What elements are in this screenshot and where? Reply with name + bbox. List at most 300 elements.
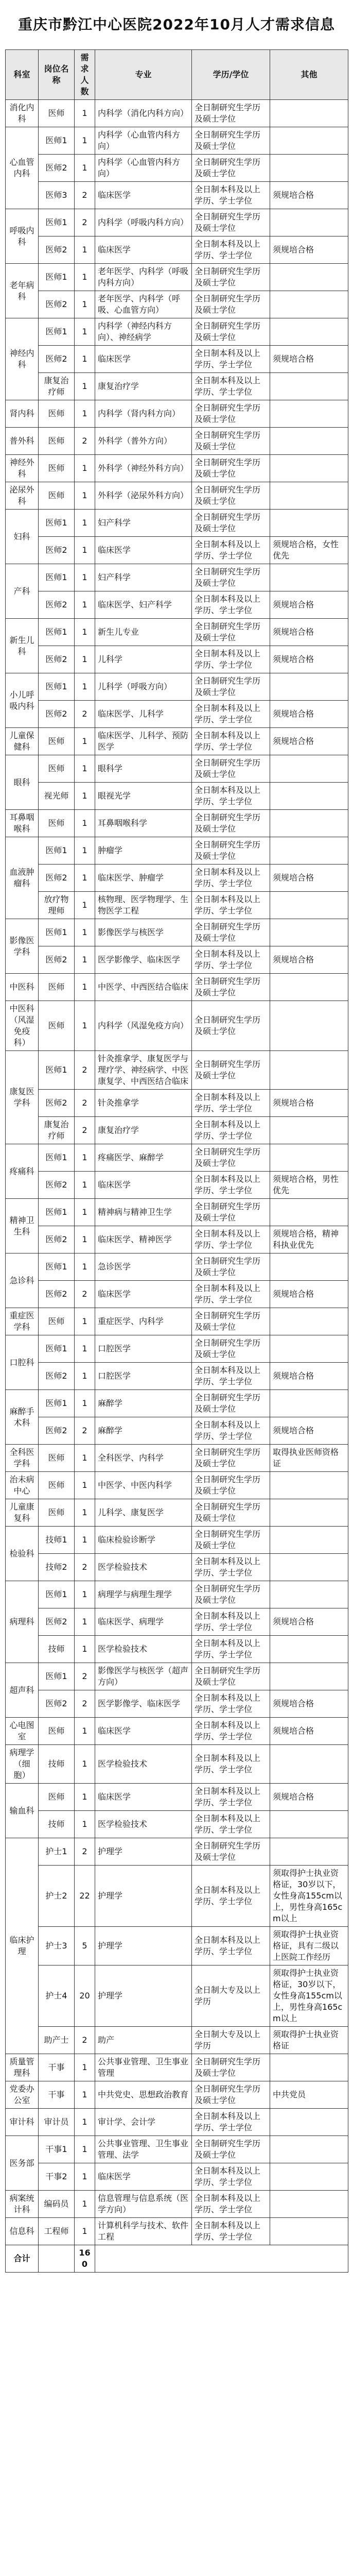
cell-other [270, 2136, 348, 2163]
cell-count: 1 [75, 1226, 95, 1253]
cell-major: 内科学（心血管内科方向） [95, 127, 192, 155]
cell-other: 须规培合格 [270, 946, 348, 974]
cell-position: 医师 [39, 1499, 75, 1527]
cell-major: 临床医学、病理学 [95, 1608, 192, 1636]
cell-department: 疼痛科 [6, 1144, 39, 1199]
cell-major: 外科学（泌尿外科方向） [95, 482, 192, 510]
cell-count: 2 [75, 1281, 95, 1308]
cell-education: 全日制本科及以上学历、学士学位 [192, 892, 270, 919]
cell-department: 信息科 [6, 2218, 39, 2245]
table-row [6, 1663, 348, 1690]
cell-department: 审计科 [6, 2109, 39, 2136]
cell-education: 全日制研究生学历及硕士学位 [192, 2054, 270, 2081]
cell-other [270, 291, 348, 318]
cell-count: 1 [75, 1335, 95, 1363]
cell-count: 2 [75, 209, 95, 236]
table-row [6, 1745, 348, 1784]
cell-major: 疼痛医学、麻醉学 [95, 1144, 192, 1172]
cell-education: 全日制研究生学历及硕士学位 [192, 755, 270, 783]
table-row [6, 810, 348, 837]
cell-department: 呼吸内科 [6, 209, 39, 264]
cell-position: 医师1 [39, 318, 75, 346]
table-row [6, 865, 348, 892]
table-row [6, 1001, 348, 1051]
cell-education: 全日制本科及以上学历、学士学位 [192, 1417, 270, 1445]
cell-position: 医师2 [39, 1690, 75, 1718]
cell-position: 护士2 [39, 1866, 75, 1927]
cell-count: 1 [75, 1608, 95, 1636]
table-row [6, 2191, 348, 2218]
table-row [6, 1472, 348, 1499]
cell-other [270, 373, 348, 400]
cell-other: 须规培合格，男性优先 [270, 1172, 348, 1199]
table-row [6, 1965, 348, 2027]
cell-position: 护士1 [39, 1838, 75, 1866]
cell-other [270, 2163, 348, 2191]
cell-position: 医师1 [39, 919, 75, 946]
cell-education: 全日制本科及以上学历、学士学位 [192, 346, 270, 373]
table-row [6, 1172, 348, 1199]
cell-position: 干事 [39, 2054, 75, 2081]
cell-other [270, 2109, 348, 2136]
cell-education: 全日制本科及以上学历、学士学位 [192, 2163, 270, 2191]
cell-department: 儿童保健科 [6, 728, 39, 755]
cell-other: 须规培合格 [270, 1784, 348, 1811]
cell-education: 全日制研究生学历及硕士学位 [192, 1144, 270, 1172]
table-row [6, 1866, 348, 1927]
cell-education: 全日制研究生学历及硕士学位 [192, 1051, 270, 1090]
cell-education: 全日制本科及以上学历、学士学位 [192, 1718, 270, 1745]
cell-position: 医师2 [39, 591, 75, 619]
cell-education: 全日制本科及以上学历、学士学位 [192, 1745, 270, 1784]
page-title: 重庆市黔江中心医院2022年10月人才需求信息 [18, 16, 335, 33]
table-row [6, 1445, 348, 1472]
cell-other: 须取得护士执业资格证 [270, 2027, 348, 2054]
cell-count: 2 [75, 1417, 95, 1445]
cell-position: 医师1 [39, 1663, 75, 1690]
cell-major: 临床医学 [95, 182, 192, 209]
cell-major: 临床医学 [95, 1718, 192, 1745]
table-row [6, 2027, 348, 2054]
cell-education: 全日制研究生学历及硕士学位 [192, 919, 270, 946]
cell-position: 放疗物理师 [39, 892, 75, 919]
table-row [6, 1811, 348, 1838]
cell-position: 医师2 [39, 646, 75, 673]
cell-major: 临床医学 [95, 537, 192, 564]
cell-major: 急诊医学 [95, 1253, 192, 1281]
cell-other: 须规培合格 [270, 646, 348, 673]
table-row [6, 2163, 348, 2191]
cell-count: 1 [75, 2054, 95, 2081]
cell-major: 儿科学、康复医学 [95, 1499, 192, 1527]
cell-position: 医师1 [39, 564, 75, 591]
table-row [6, 1927, 348, 1965]
cell-position: 医师 [39, 1308, 75, 1335]
total-row [6, 2245, 348, 2273]
table-body [6, 100, 348, 2245]
cell-major: 医学影像学、临床医学 [95, 1690, 192, 1718]
cell-position: 技师2 [39, 1554, 75, 1581]
cell-education: 全日制研究生学历及硕士学位 [192, 400, 270, 428]
cell-count: 1 [75, 946, 95, 974]
cell-other [270, 1051, 348, 1090]
cell-education: 全日制研究生学历及硕士学位 [192, 1001, 270, 1051]
cell-count: 1 [75, 783, 95, 810]
table-row [6, 1363, 348, 1390]
cell-department: 儿童康复科 [6, 1499, 39, 1527]
cell-position: 医师2 [39, 537, 75, 564]
cell-major: 内科学（呼吸内科方向） [95, 209, 192, 236]
cell-other: 须规培合格 [270, 865, 348, 892]
cell-education: 全日制研究生学历及硕士学位 [192, 510, 270, 537]
cell-education: 全日制本科及以上学历、学士学位 [192, 182, 270, 209]
cell-major: 外科学（神经外科方向） [95, 455, 192, 482]
cell-other [270, 1745, 348, 1784]
cell-count: 1 [75, 1308, 95, 1335]
cell-position: 编码员 [39, 2191, 75, 2218]
cell-count: 1 [75, 1718, 95, 1745]
cell-major: 内科学（消化内科方向） [95, 100, 192, 127]
cell-other [270, 155, 348, 182]
cell-major: 妇产科学 [95, 510, 192, 537]
cell-department: 耳鼻咽喉科 [6, 810, 39, 837]
cell-major: 临床医学 [95, 2163, 192, 2191]
cell-education: 全日制本科及以上学历、学士学位 [192, 1554, 270, 1581]
cell-count: 1 [75, 646, 95, 673]
cell-education: 全日制研究生学历及硕士学位 [192, 428, 270, 455]
cell-major: 肿瘤学 [95, 837, 192, 865]
cell-education: 全日制本科及以上学历、学士学位 [192, 537, 270, 564]
cell-department: 中医科（风湿免疫科） [6, 1001, 39, 1051]
cell-major: 临床医学 [95, 1172, 192, 1199]
cell-position: 医师2 [39, 346, 75, 373]
cell-position: 护士3 [39, 1927, 75, 1965]
cell-department: 急诊科 [6, 1253, 39, 1308]
table-row [6, 1199, 348, 1226]
table-row [6, 892, 348, 919]
cell-count: 1 [75, 155, 95, 182]
cell-major: 护理学 [95, 1965, 192, 2027]
cell-other [270, 100, 348, 127]
cell-department: 输血科 [6, 1784, 39, 1838]
cell-education: 全日制本科及以上学历、学士学位 [192, 2218, 270, 2245]
cell-other: 须规培合格 [270, 1718, 348, 1745]
cell-other [270, 1117, 348, 1144]
table-row [6, 291, 348, 318]
cell-education: 全日制研究生学历及硕士学位 [192, 127, 270, 155]
cell-major: 耳鼻咽喉科学 [95, 810, 192, 837]
recruitment-table [5, 49, 348, 2273]
cell-count: 2 [75, 1117, 95, 1144]
cell-other: 须规培合格 [270, 182, 348, 209]
cell-position: 技师 [39, 1811, 75, 1838]
cell-department: 党委办公室 [6, 2081, 39, 2109]
cell-count: 1 [75, 1784, 95, 1811]
header-position: 岗位名称 [39, 50, 75, 100]
cell-major: 助产 [95, 2027, 192, 2054]
cell-education: 全日制大专及以上学历 [192, 1965, 270, 2027]
total-label: 合计 [6, 2245, 39, 2273]
cell-major: 新生儿专业 [95, 619, 192, 646]
cell-other [270, 1001, 348, 1051]
cell-education: 全日制研究生学历及硕士学位 [192, 810, 270, 837]
cell-other [270, 974, 348, 1001]
cell-department: 麻醉手术科 [6, 1390, 39, 1445]
cell-department: 临床护理 [6, 1838, 39, 2054]
cell-position: 医师1 [39, 1390, 75, 1417]
cell-count: 2 [75, 1051, 95, 1090]
cell-other: 须规培合格 [270, 728, 348, 755]
cell-department: 肾内科 [6, 400, 39, 428]
cell-education: 全日制本科及以上学历、学士学位 [192, 1608, 270, 1636]
cell-education: 全日制研究生学历及硕士学位 [192, 1581, 270, 1608]
table-row [6, 400, 348, 428]
cell-count: 1 [75, 1745, 95, 1784]
cell-education: 全日制研究生学历及硕士学位 [192, 837, 270, 865]
table-row [6, 701, 348, 728]
cell-count: 1 [75, 1144, 95, 1172]
cell-count: 2 [75, 2027, 95, 2054]
cell-education: 全日制本科及以上学历、学士学位 [192, 1172, 270, 1199]
cell-education: 全日制研究生学历及硕士学位 [192, 1199, 270, 1226]
cell-position: 医师 [39, 1445, 75, 1472]
table-row [6, 209, 348, 236]
table-header-row [6, 50, 348, 100]
cell-position: 视光师 [39, 783, 75, 810]
cell-department: 眼科 [6, 755, 39, 810]
cell-count: 2 [75, 1090, 95, 1117]
cell-other: 须规培合格 [270, 701, 348, 728]
cell-count: 1 [75, 2191, 95, 2218]
cell-position: 医师2 [39, 701, 75, 728]
cell-department: 新生儿科 [6, 619, 39, 673]
table-row [6, 346, 348, 373]
cell-position: 医师1 [39, 1253, 75, 1281]
table-row [6, 783, 348, 810]
table-row [6, 155, 348, 182]
cell-count: 1 [75, 1199, 95, 1226]
cell-position: 医师1 [39, 127, 75, 155]
cell-department: 妇科 [6, 510, 39, 564]
cell-department: 超声科 [6, 1663, 39, 1718]
cell-major: 口腔医学 [95, 1363, 192, 1390]
cell-major: 眼科学 [95, 755, 192, 783]
cell-major: 中医学、中医内科学 [95, 1472, 192, 1499]
cell-major: 影像医学与核医学（超声方向） [95, 1663, 192, 1690]
cell-position: 技师 [39, 1636, 75, 1663]
table-row [6, 2218, 348, 2245]
cell-position: 康复治疗师 [39, 373, 75, 400]
table-row [6, 1051, 348, 1090]
cell-other [270, 455, 348, 482]
header-education: 学历/学位 [192, 50, 270, 100]
cell-position: 审计员 [39, 2109, 75, 2136]
cell-major: 针灸推拿学、康复医学与理疗学、神经病学、中医康复学、中西医结合临床 [95, 1051, 192, 1090]
cell-education: 全日制本科及以上学历、学士学位 [192, 1811, 270, 1838]
cell-position: 医师2 [39, 865, 75, 892]
header-department: 科室 [6, 50, 39, 100]
cell-education: 全日制本科及以上学历、学士学位 [192, 1090, 270, 1117]
cell-position: 护士4 [39, 1965, 75, 2027]
table-row [6, 1226, 348, 1253]
cell-major: 临床医学、妇产科学 [95, 591, 192, 619]
cell-major: 重症医学、内科学 [95, 1308, 192, 1335]
cell-major: 麻醉学 [95, 1390, 192, 1417]
cell-education: 全日制研究生学历及硕士学位 [192, 619, 270, 646]
cell-count: 1 [75, 1253, 95, 1281]
cell-other: 须规培合格 [270, 346, 348, 373]
cell-major: 内科学（神经内科方向）、神经病学 [95, 318, 192, 346]
cell-education: 全日制研究生学历及硕士学位 [192, 100, 270, 127]
cell-count: 1 [75, 1172, 95, 1199]
cell-major: 公共事业管理、卫生事业管理 [95, 2054, 192, 2081]
cell-major: 内科学（肾内科方向） [95, 400, 192, 428]
cell-major: 病理学与病理生理学 [95, 1581, 192, 1608]
cell-education: 全日制本科及以上学历、学士学位 [192, 373, 270, 400]
cell-education: 全日制研究生学历及硕士学位 [192, 1472, 270, 1499]
cell-major: 信息管理与信息系统（医学方向） [95, 2191, 192, 2218]
cell-count: 1 [75, 919, 95, 946]
cell-position: 医师2 [39, 1417, 75, 1445]
cell-position: 工程师 [39, 2218, 75, 2245]
cell-position: 医师1 [39, 1335, 75, 1363]
cell-major: 医学检验技术 [95, 1745, 192, 1784]
cell-count: 2 [75, 182, 95, 209]
cell-count: 1 [75, 892, 95, 919]
table-row [6, 318, 348, 346]
cell-major: 核物理、医学物理学、生物医学工程 [95, 892, 192, 919]
cell-department: 神经外科 [6, 455, 39, 482]
cell-other [270, 1811, 348, 1838]
cell-count: 1 [75, 1472, 95, 1499]
cell-count: 1 [75, 1390, 95, 1417]
cell-position: 干事 [39, 2081, 75, 2109]
cell-education: 全日制本科及以上学历、学士学位 [192, 701, 270, 728]
cell-major: 医学检验技术 [95, 1811, 192, 1838]
cell-position: 医师1 [39, 673, 75, 701]
table-row [6, 428, 348, 455]
cell-education: 全日制研究生学历及硕士学位 [192, 1838, 270, 1866]
table-row [6, 1838, 348, 1866]
cell-other [270, 428, 348, 455]
cell-count: 1 [75, 1811, 95, 1838]
cell-count: 2 [75, 1663, 95, 1690]
cell-position: 医师2 [39, 1226, 75, 1253]
cell-education: 全日制研究生学历及硕士学位 [192, 455, 270, 482]
table-row [6, 2109, 348, 2136]
cell-count: 1 [75, 537, 95, 564]
cell-count: 2 [75, 1838, 95, 1866]
cell-department: 产科 [6, 564, 39, 619]
cell-count: 1 [75, 1636, 95, 1663]
cell-department: 心血管内科 [6, 127, 39, 209]
cell-major: 影像医学与核医学 [95, 919, 192, 946]
cell-major: 医学检验技术 [95, 1636, 192, 1663]
cell-major: 精神病与精神卫生学 [95, 1199, 192, 1226]
table-row [6, 1281, 348, 1308]
cell-education: 全日制研究生学历及硕士学位 [192, 1308, 270, 1335]
cell-other [270, 1838, 348, 1866]
table-row [6, 619, 348, 646]
table-row [6, 537, 348, 564]
cell-department: 质量管理科 [6, 2054, 39, 2081]
cell-position: 医师1 [39, 1144, 75, 1172]
cell-other [270, 1636, 348, 1663]
cell-count: 1 [75, 2109, 95, 2136]
cell-count: 1 [75, 1527, 95, 1554]
total-blank [95, 2245, 348, 2273]
cell-department: 全科医学科 [6, 1445, 39, 1472]
cell-department: 重症医学科 [6, 1308, 39, 1335]
cell-other: 须规培合格，精神科执业优先 [270, 1226, 348, 1253]
cell-major: 中共党史、思想政治教育 [95, 2081, 192, 2109]
cell-department: 普外科 [6, 428, 39, 455]
cell-education: 全日制大专及以上学历 [192, 2027, 270, 2054]
cell-position: 医师2 [39, 155, 75, 182]
cell-other [270, 1581, 348, 1608]
cell-count: 1 [75, 482, 95, 510]
cell-position: 医师 [39, 1001, 75, 1051]
cell-position: 康复治疗师 [39, 1117, 75, 1144]
table-row [6, 1253, 348, 1281]
header-count: 需求人数 [75, 50, 95, 100]
cell-other [270, 673, 348, 701]
table-row [6, 1636, 348, 1663]
cell-other: 中共党员 [270, 2081, 348, 2109]
cell-count: 1 [75, 564, 95, 591]
cell-major: 内科学（心血管内科方向） [95, 155, 192, 182]
cell-education: 全日制本科及以上学历、学士学位 [192, 1117, 270, 1144]
table-row [6, 510, 348, 537]
cell-department: 消化内科 [6, 100, 39, 127]
cell-position: 医师2 [39, 1363, 75, 1390]
header-major: 专业 [95, 50, 192, 100]
cell-education: 全日制研究生学历及硕士学位 [192, 264, 270, 291]
cell-position: 医师1 [39, 837, 75, 865]
cell-position: 技师 [39, 1745, 75, 1784]
cell-education: 全日制本科及以上学历、学士学位 [192, 646, 270, 673]
cell-other [270, 564, 348, 591]
table-row [6, 837, 348, 865]
cell-position: 医师1 [39, 619, 75, 646]
cell-position: 医师1 [39, 1199, 75, 1226]
cell-position: 医师2 [39, 1172, 75, 1199]
table-row [6, 1581, 348, 1608]
cell-education: 全日制本科及以上学历、学士学位 [192, 2191, 270, 2218]
cell-other [270, 1499, 348, 1527]
cell-education: 全日制本科及以上学历、学士学位 [192, 1690, 270, 1718]
cell-count: 1 [75, 837, 95, 865]
cell-position: 医师 [39, 1718, 75, 1745]
cell-other: 须规培合格 [270, 1090, 348, 1117]
table-row [6, 1554, 348, 1581]
cell-department: 检验科 [6, 1527, 39, 1581]
cell-education: 全日制本科及以上学历、学士学位 [192, 1226, 270, 1253]
table-row [6, 919, 348, 946]
cell-count: 2 [75, 1554, 95, 1581]
cell-position: 助产士 [39, 2027, 75, 2054]
table-row [6, 1784, 348, 1811]
cell-position: 医师 [39, 728, 75, 755]
cell-count: 1 [75, 2081, 95, 2109]
cell-education: 全日制本科及以上学历、学士学位 [192, 1363, 270, 1390]
cell-major: 中医学、中西医结合临床 [95, 974, 192, 1001]
cell-position: 医师 [39, 482, 75, 510]
cell-major: 临床医学 [95, 1281, 192, 1308]
table-row [6, 264, 348, 291]
cell-major: 康复治疗学 [95, 1117, 192, 1144]
cell-major: 康复治疗学 [95, 373, 192, 400]
